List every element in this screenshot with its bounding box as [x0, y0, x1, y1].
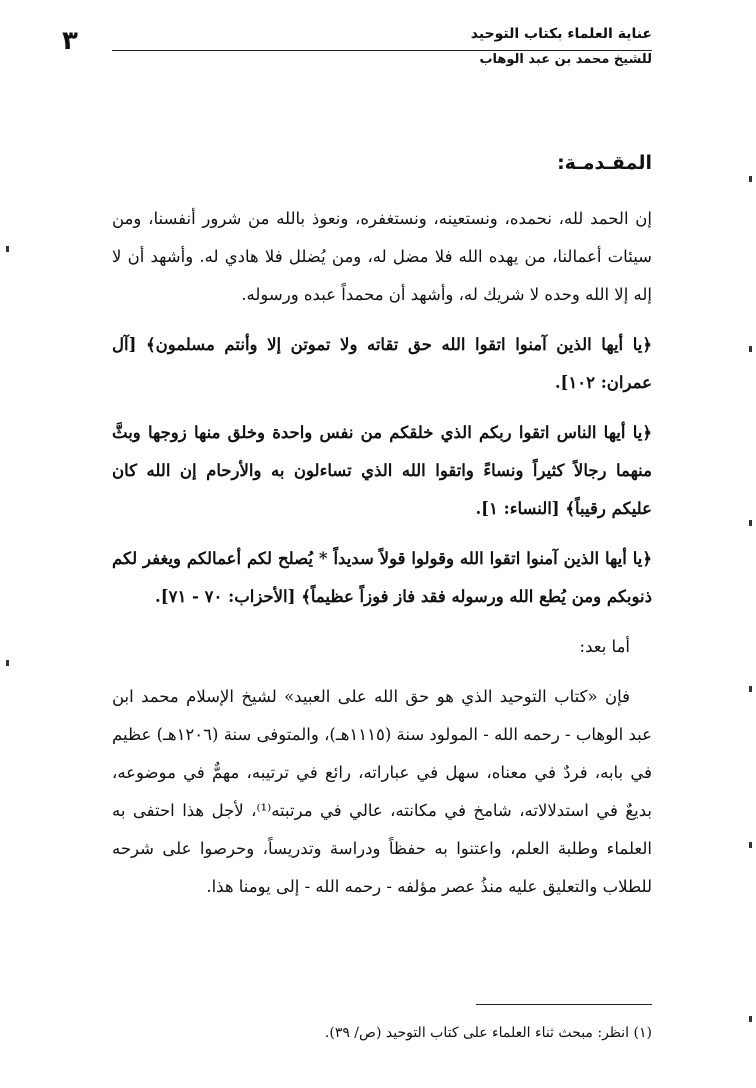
margin-mark [749, 842, 752, 848]
margin-mark [6, 660, 9, 666]
margin-mark [749, 176, 752, 182]
verse-al-imran: ﴿يا أيها الذين آمنوا اتقوا الله حق تقاته ولا تموتن إلا وأنتم مسلمون﴾ [آل عمران: ١٠٢]. [112, 335, 652, 392]
amma-baad: أما بعد: [579, 637, 630, 656]
book-title: عناية العلماء بكتاب التوحيد [470, 26, 652, 42]
section-title: المقـدمـة: [557, 152, 652, 174]
margin-mark [749, 686, 752, 692]
running-head [112, 24, 652, 70]
footnote: (١) انظر: مبحث ثناء العلماء على كتاب التوحيد (ص/ ٣٩). [324, 1025, 652, 1041]
margin-mark [6, 246, 9, 252]
header-rule [112, 50, 652, 51]
margin-mark [749, 346, 752, 352]
opening-paragraph: إن الحمد لله، نحمده، ونستعينه، ونستغفره، ونعوذ بالله من شرور أنفسنا، ومن سيئات أعمالنا، من يهده الله فلا مضل له، ومن يُضلل فلا هادي له. وأشهد أن لا إله إلا الله وحده لا شريك له، وأشهد أن محمداً عبده ورسوله. [112, 209, 652, 304]
author-line: للشيخ محمد بن عبد الوهاب [479, 52, 652, 67]
footnote-rule [476, 1004, 652, 1005]
intro-paragraph: فإن «كتاب التوحيد الذي هو حق الله على العبيد» لشيخ الإسلام محمد ابن عبد الوهاب - رحمه الله - المولود سنة (١١١٥هـ)، والمتوفى سنة (١٢٠٦هـ) عظيم في بابه، فردٌ في معناه، سهل في عباراته، رائع في ترتيبه، مهمٌّ في موضوعه، بديعٌ في استدلالاته، شامخ في مكانته، عالي في مرتبته⁽¹⁾، لأجل هذا احتفى به العلماء وطلبة العلم، واعتنوا به حفظاً ودراسة وتدريساً، وحرصوا على شرحه للطلاب والتعليق عليه منذُ عصر مؤلفه - رحمه الله - إلى يومنا هذا. [112, 687, 652, 896]
verse-al-ahzab: ﴿يا أيها الذين آمنوا اتقوا الله وقولوا قولاً سديداً * يُصلح لكم أعمالكم ويغفر لكم ذنوبكم ومن يُطع الله ورسوله فقد فاز فوزاً عظيماً﴾ [الأحزاب: ٧٠ - ٧١]. [112, 549, 652, 606]
verse-an-nisa: ﴿يا أيها الناس اتقوا ربكم الذي خلقكم من نفس واحدة وخلق منها زوجها وبثَّ منهما رجالاً كثيراً ونساءً واتقوا الله الذي تساءلون به والأرحام إن الله كان عليكم رقيباً﴾ [النساء: ١]. [112, 423, 652, 518]
margin-mark [749, 520, 752, 526]
margin-mark [749, 1016, 752, 1022]
page-body [112, 148, 652, 918]
page-number: ٣ [62, 26, 78, 56]
